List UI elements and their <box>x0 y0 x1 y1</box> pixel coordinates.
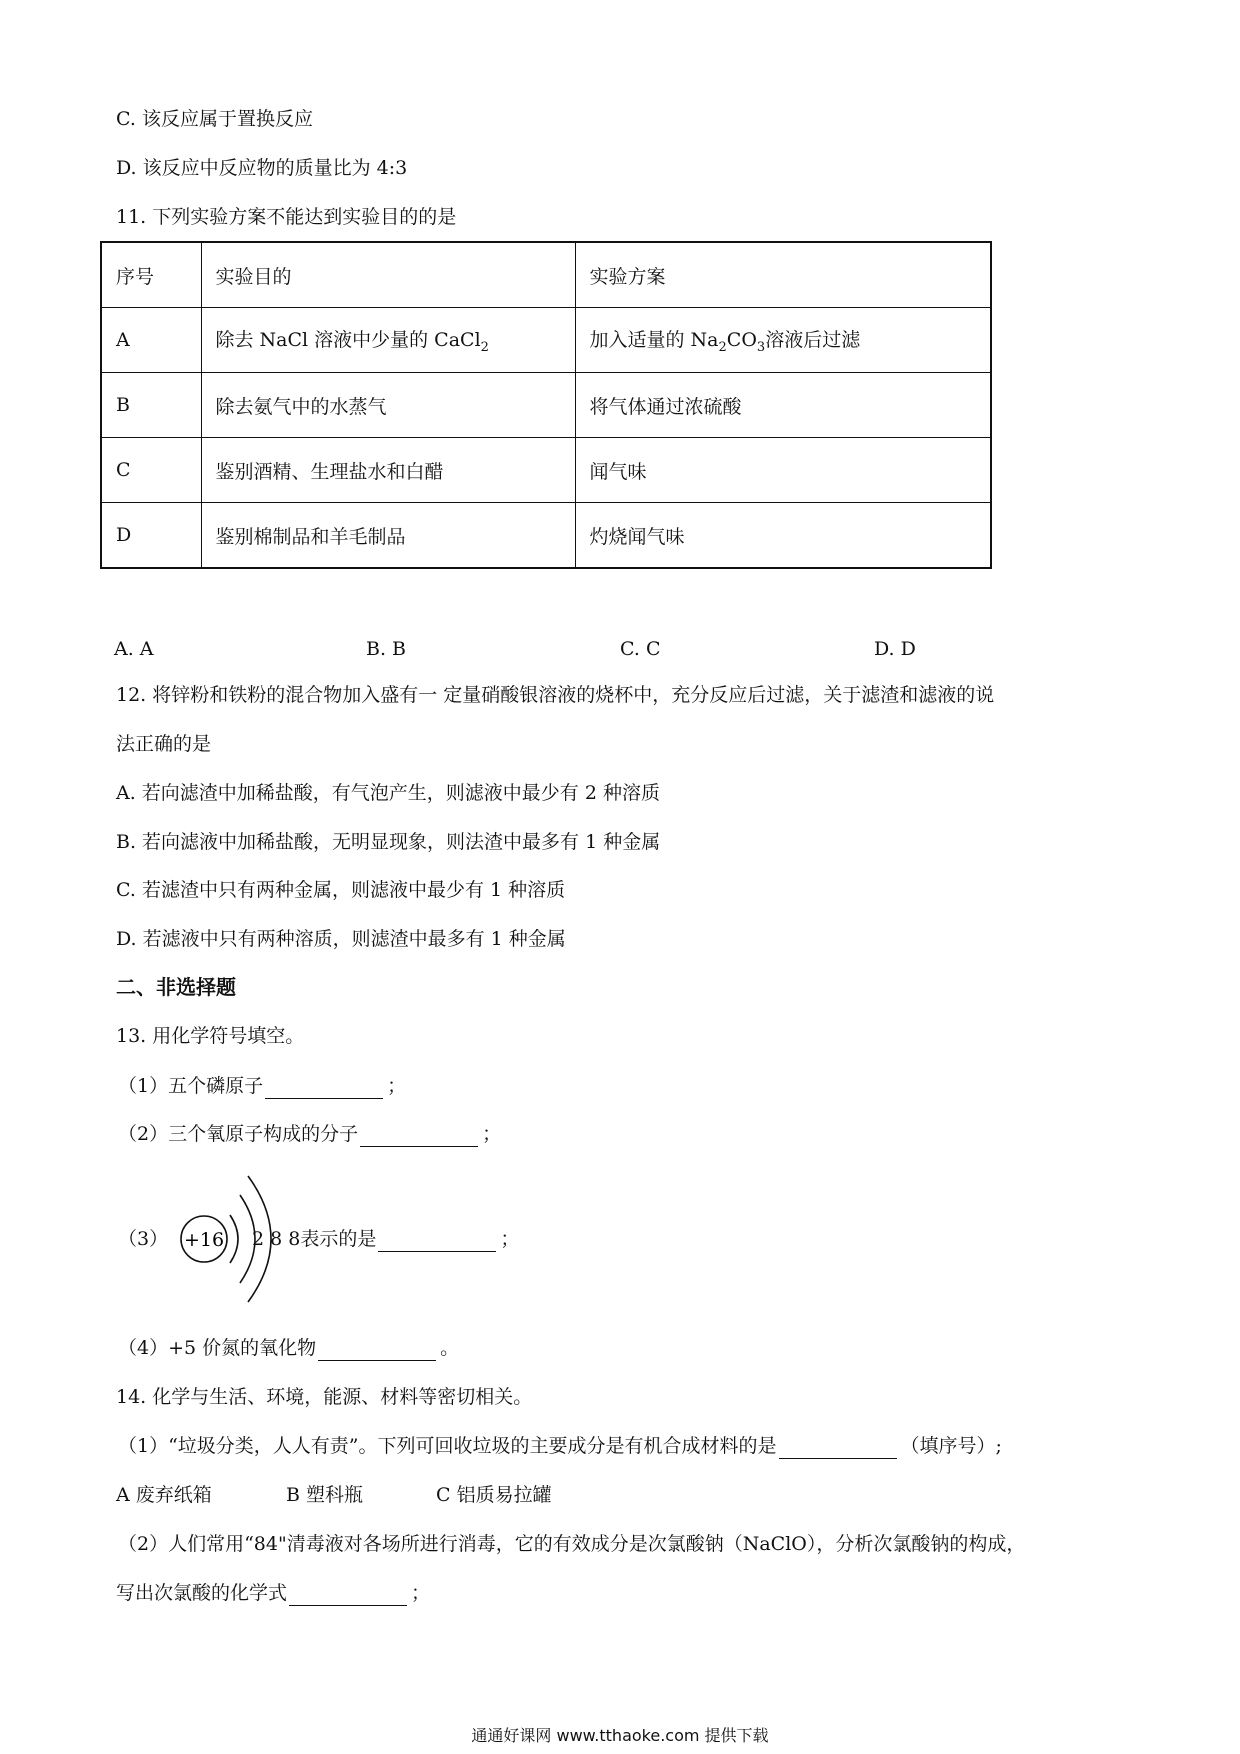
table-row <box>101 503 991 569</box>
part-text: （4）+5 价氮的氧化物 <box>118 1337 317 1359</box>
answer-blank[interactable] <box>360 1126 478 1147</box>
q11-table <box>100 241 992 569</box>
q12-stem-line1: 12. 将锌粉和铁粉的混合物加入盛有一 定量硝酸银溶液的烧杯中，充分反应后过滤，关于滤渣和滤液的说 <box>116 684 995 706</box>
row-purpose: 鉴别棉制品和羊毛制品 <box>201 503 575 569</box>
answer-blank[interactable] <box>289 1585 407 1606</box>
part-text: （1）五个磷原子 <box>118 1075 264 1097</box>
part-text: （2）三个氧原子构成的分子 <box>118 1123 359 1145</box>
subscript: 2 <box>718 339 727 355</box>
row-purpose: 除去氨气中的水蒸气 <box>201 373 575 438</box>
q11-option-d: D. D <box>874 638 916 660</box>
purpose-text: 除去 NaCl 溶液中少量的 CaCl <box>215 329 481 352</box>
row-id: A <box>101 308 201 373</box>
q14-part2-line1: （2）人们常用“84"清毒液对各场所进行消毒，它的有效成分是次氯酸钠（NaClO），分析次氯酸钠的构成， <box>118 1533 1026 1555</box>
table-row <box>101 308 991 373</box>
punct: ； <box>411 1582 431 1604</box>
table-header-row <box>101 242 991 308</box>
q11-stem: 11. 下列实验方案不能达到实验目的的是 <box>116 206 457 228</box>
q11-option-a: A. A <box>114 638 154 660</box>
q10-option-d: D. 该反应中反应物的质量比为 4:3 <box>116 157 408 179</box>
nucleus-charge: +16 <box>183 1229 225 1251</box>
q13-stem: 13. 用化学符号填空。 <box>116 1025 305 1047</box>
table-row <box>101 438 991 503</box>
q14-part1 <box>118 1433 1002 1459</box>
q10-option-c: C. 该反应属于置换反应 <box>116 108 313 130</box>
header-cell: 序号 <box>101 242 201 308</box>
section-title: 二、非选择题 <box>116 975 236 999</box>
q13-part3 <box>252 1226 519 1252</box>
row-plan: 闻气味 <box>575 438 991 503</box>
q14-choice-c: C 铝质易拉罐 <box>436 1484 552 1506</box>
q14-choice-b: B 塑科瓶 <box>286 1484 364 1506</box>
plan-text: CO <box>726 329 757 352</box>
electron-shell-1 <box>230 1215 238 1263</box>
row-plan <box>575 308 991 373</box>
punct: ； <box>500 1228 520 1250</box>
q13-part3-label: （3） <box>118 1228 169 1250</box>
q11-option-b: B. B <box>366 638 407 660</box>
plan-text: 溶液后过滤 <box>765 329 861 352</box>
row-purpose <box>201 308 575 373</box>
electron-counts: 2 8 8 <box>252 1228 301 1250</box>
answer-blank[interactable] <box>378 1231 496 1252</box>
page-footer: 通通好课网 www.tthaoke.com 提供下载 <box>471 1726 769 1745</box>
punct: ； <box>482 1123 502 1145</box>
row-plan: 将气体通过浓硫酸 <box>575 373 991 438</box>
plan-text: 加入适量的 Na <box>589 329 719 352</box>
row-purpose: 鉴别酒精、生理盐水和白醋 <box>201 438 575 503</box>
punct: ； <box>387 1075 407 1097</box>
answer-blank[interactable] <box>779 1438 897 1459</box>
part-text: 写出次氯酸的化学式 <box>116 1582 288 1604</box>
q13-part1 <box>118 1073 406 1099</box>
part-text: （1）“垃圾分类，人人有责”。下列可回收垃圾的主要成分是有机合成材料的是 <box>118 1435 777 1457</box>
answer-blank[interactable] <box>265 1078 383 1099</box>
subscript: 2 <box>480 339 489 355</box>
row-plan: 灼烧闻气味 <box>575 503 991 569</box>
q13-part2 <box>118 1121 501 1147</box>
row-id: C <box>101 438 201 503</box>
subscript: 3 <box>756 339 766 355</box>
q12-stem-line2: 法正确的是 <box>116 733 212 755</box>
q14-part2-line2 <box>116 1580 430 1606</box>
punct: 。 <box>440 1337 460 1359</box>
table-row <box>101 373 991 438</box>
q12-option-c: C. 若滤渣中只有两种金属，则滤液中最少有 1 种溶质 <box>116 879 566 901</box>
q14-choice-a: A 废弃纸箱 <box>116 1484 212 1506</box>
q12-option-b: B. 若向滤液中加稀盐酸，无明显现象，则法渣中最多有 1 种金属 <box>116 831 661 853</box>
row-id: D <box>101 503 201 569</box>
q14-stem: 14. 化学与生活、环境，能源、材料等密切相关。 <box>116 1386 533 1408</box>
q11-option-c: C. C <box>620 638 661 660</box>
header-cell: 实验方案 <box>575 242 991 308</box>
q12-option-a: A. 若向滤渣中加稀盐酸，有气泡产生，则滤液中最少有 2 种溶质 <box>116 782 660 804</box>
row-id: B <box>101 373 201 438</box>
part-text: 表示的是 <box>300 1228 377 1250</box>
q12-option-d: D. 若滤液中只有两种溶质，则滤渣中最多有 1 种金属 <box>116 928 566 950</box>
header-cell: 实验目的 <box>201 242 575 308</box>
answer-blank[interactable] <box>318 1340 436 1361</box>
q13-part4 <box>118 1335 459 1361</box>
part-tail: （填序号）; <box>900 1435 1002 1457</box>
